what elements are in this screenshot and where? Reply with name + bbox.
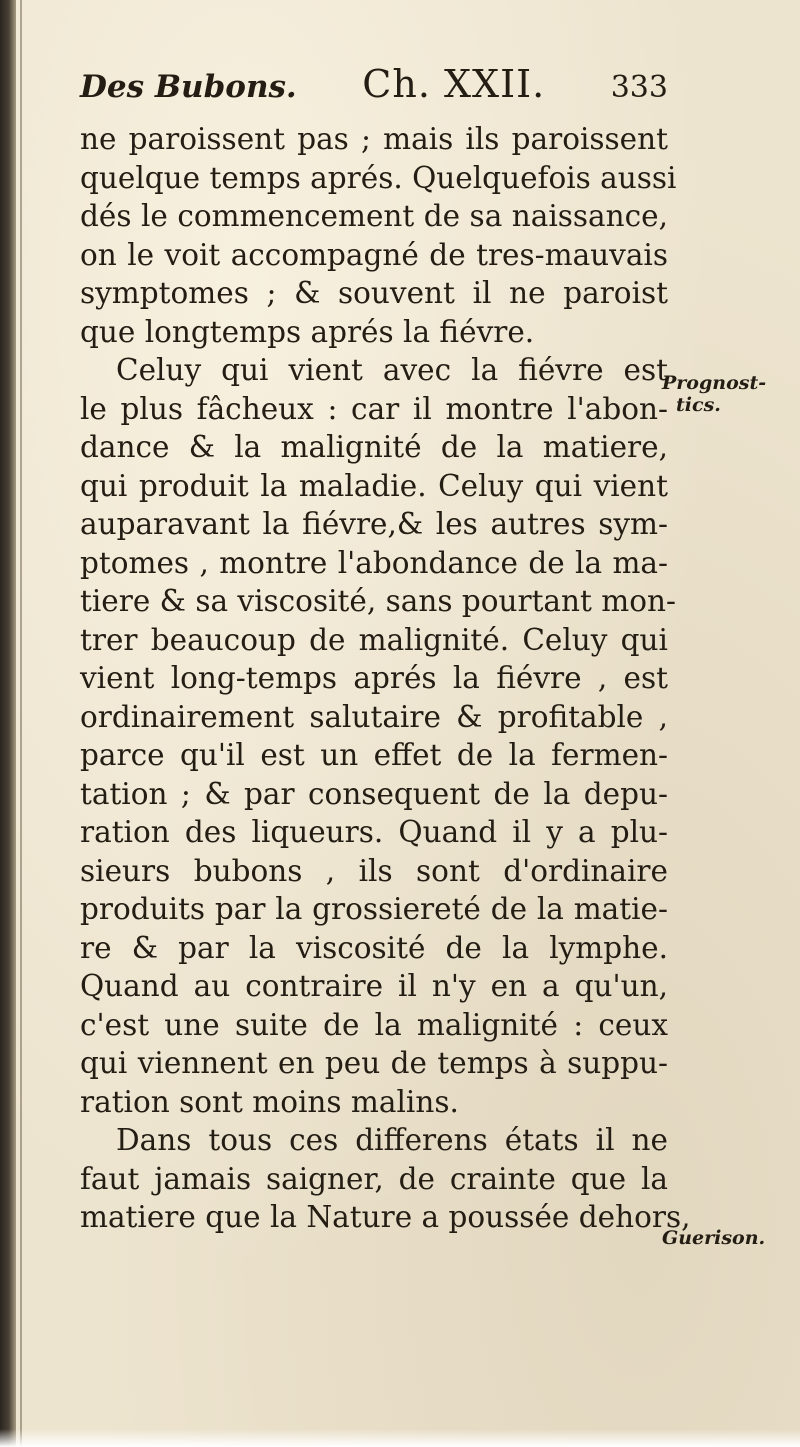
text-line: ration sont moins malins. (80, 1084, 459, 1119)
spine-rule (20, 0, 22, 1447)
running-title: Des Bubons. (80, 69, 297, 105)
text-line: produits par la grossiereté de la matie- (80, 892, 668, 926)
text-line: ptomes , montre l'abondance de la ma- (80, 545, 668, 580)
text-line: Quand au contraire il n'y en a qu'un, (80, 969, 668, 1003)
margin-note-prognostics (662, 372, 798, 416)
page-bottom-edge (0, 1429, 800, 1447)
margin-note-guerison (662, 1227, 798, 1249)
text-line: trer beaucoup de malignité. Celuy qui (80, 622, 668, 657)
text-line: Celuy qui vient avec la fiévre est (116, 353, 668, 387)
text-line: re & par la viscosité de la lymphe. (80, 930, 668, 965)
text-line: matiere que la Nature a poussée dehors, (80, 1200, 691, 1234)
page-number: 333 (610, 70, 668, 105)
text-line: ordinairement salutaire & profitable , (80, 699, 668, 734)
text-line: dance & la malignité de la matiere, (80, 430, 668, 464)
text-line: le plus fâcheux : car il montre l'abon- (80, 391, 668, 426)
text-line: c'est une suite de la malignité : ceux (80, 1007, 668, 1042)
chapter-number: Ch. XXII. (362, 62, 546, 106)
margin-note-line: tics. (676, 394, 721, 416)
book-binding (0, 0, 16, 1447)
text-line: on le voit accompagné de tres-mauvais (80, 237, 668, 272)
text-line: symptomes ; & souvent il ne paroist (80, 276, 668, 310)
text-line: parce qu'il est un effet de la fermen- (80, 738, 668, 772)
text-line: ration des liqueurs. Quand il y a plu- (80, 815, 668, 849)
text-line: qui viennent en peu de temps à suppu- (80, 1046, 668, 1080)
running-header (80, 62, 668, 120)
text-line: tiere & sa viscosité, sans pourtant mon- (80, 584, 676, 618)
margin-note-line: Prognost- (662, 372, 767, 394)
text-line: tation ; & par consequent de la depu- (80, 776, 668, 811)
text-block (80, 52, 691, 1237)
text-line: Dans tous ces differens états il ne (116, 1123, 668, 1157)
text-line: auparavant la fiévre,& les autres sym- (80, 507, 668, 541)
text-line: faut jamais saigner, de crainte que la (80, 1161, 668, 1196)
text-line: dés le commencement de sa naissance, (80, 199, 668, 233)
text-line: que longtemps aprés la fiévre. (80, 314, 535, 349)
text-line: qui produit la maladie. Celuy qui vient (80, 468, 668, 503)
text-line: sieurs bubons , ils sont d'ordinaire (80, 853, 668, 888)
text-line: vient long-temps aprés la fiévre , est (80, 661, 668, 695)
margin-note-line: Guerison. (662, 1227, 766, 1249)
text-line: quelque temps aprés. Quelquefois aussi (80, 160, 677, 195)
text-line: ne paroissent pas ; mais ils paroissent (80, 122, 668, 156)
